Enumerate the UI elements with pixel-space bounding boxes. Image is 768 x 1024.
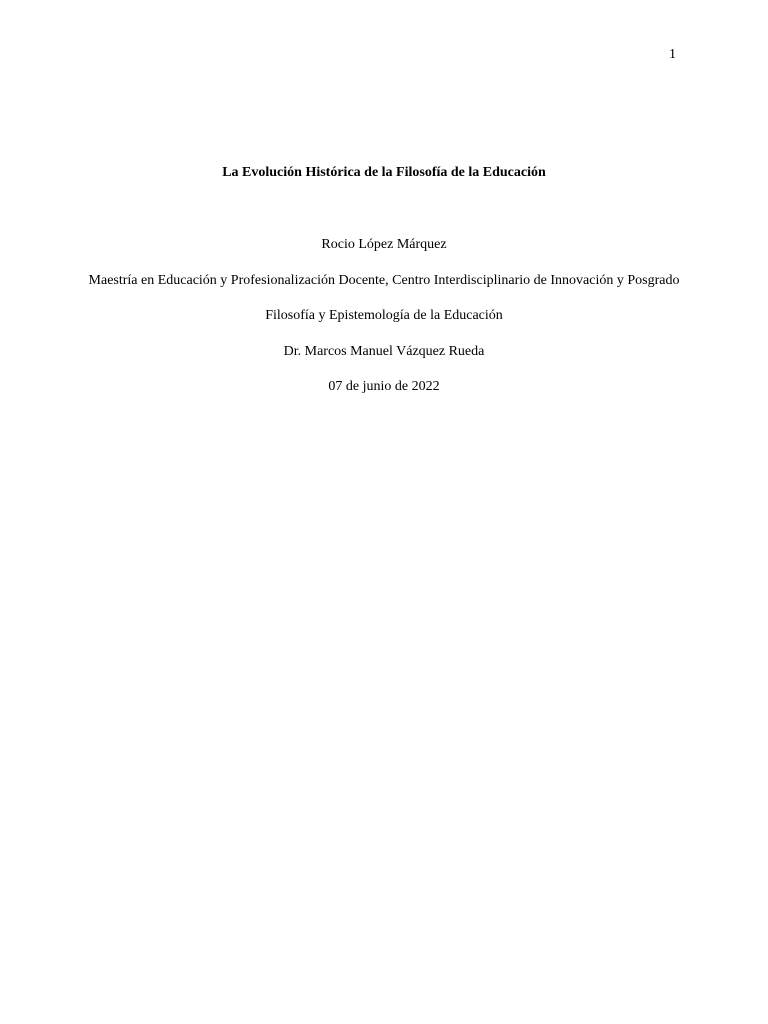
course-name: Filosofía y Epistemología de la Educación bbox=[265, 308, 503, 323]
author-name: Rocio López Márquez bbox=[321, 237, 447, 252]
page-number: 1 bbox=[669, 47, 676, 62]
institution-affiliation: Maestría en Educación y Profesionalización Docente, Centro Interdisciplinario de Innovación y Posgrado bbox=[88, 272, 680, 288]
instructor-name: Dr. Marcos Manuel Vázquez Rueda bbox=[283, 343, 485, 359]
submission-date: 07 de junio de 2022 bbox=[328, 379, 440, 394]
title-page-details bbox=[80, 227, 688, 405]
document-title: La Evolución Histórica de la Filosofía de la Educación bbox=[222, 165, 546, 180]
